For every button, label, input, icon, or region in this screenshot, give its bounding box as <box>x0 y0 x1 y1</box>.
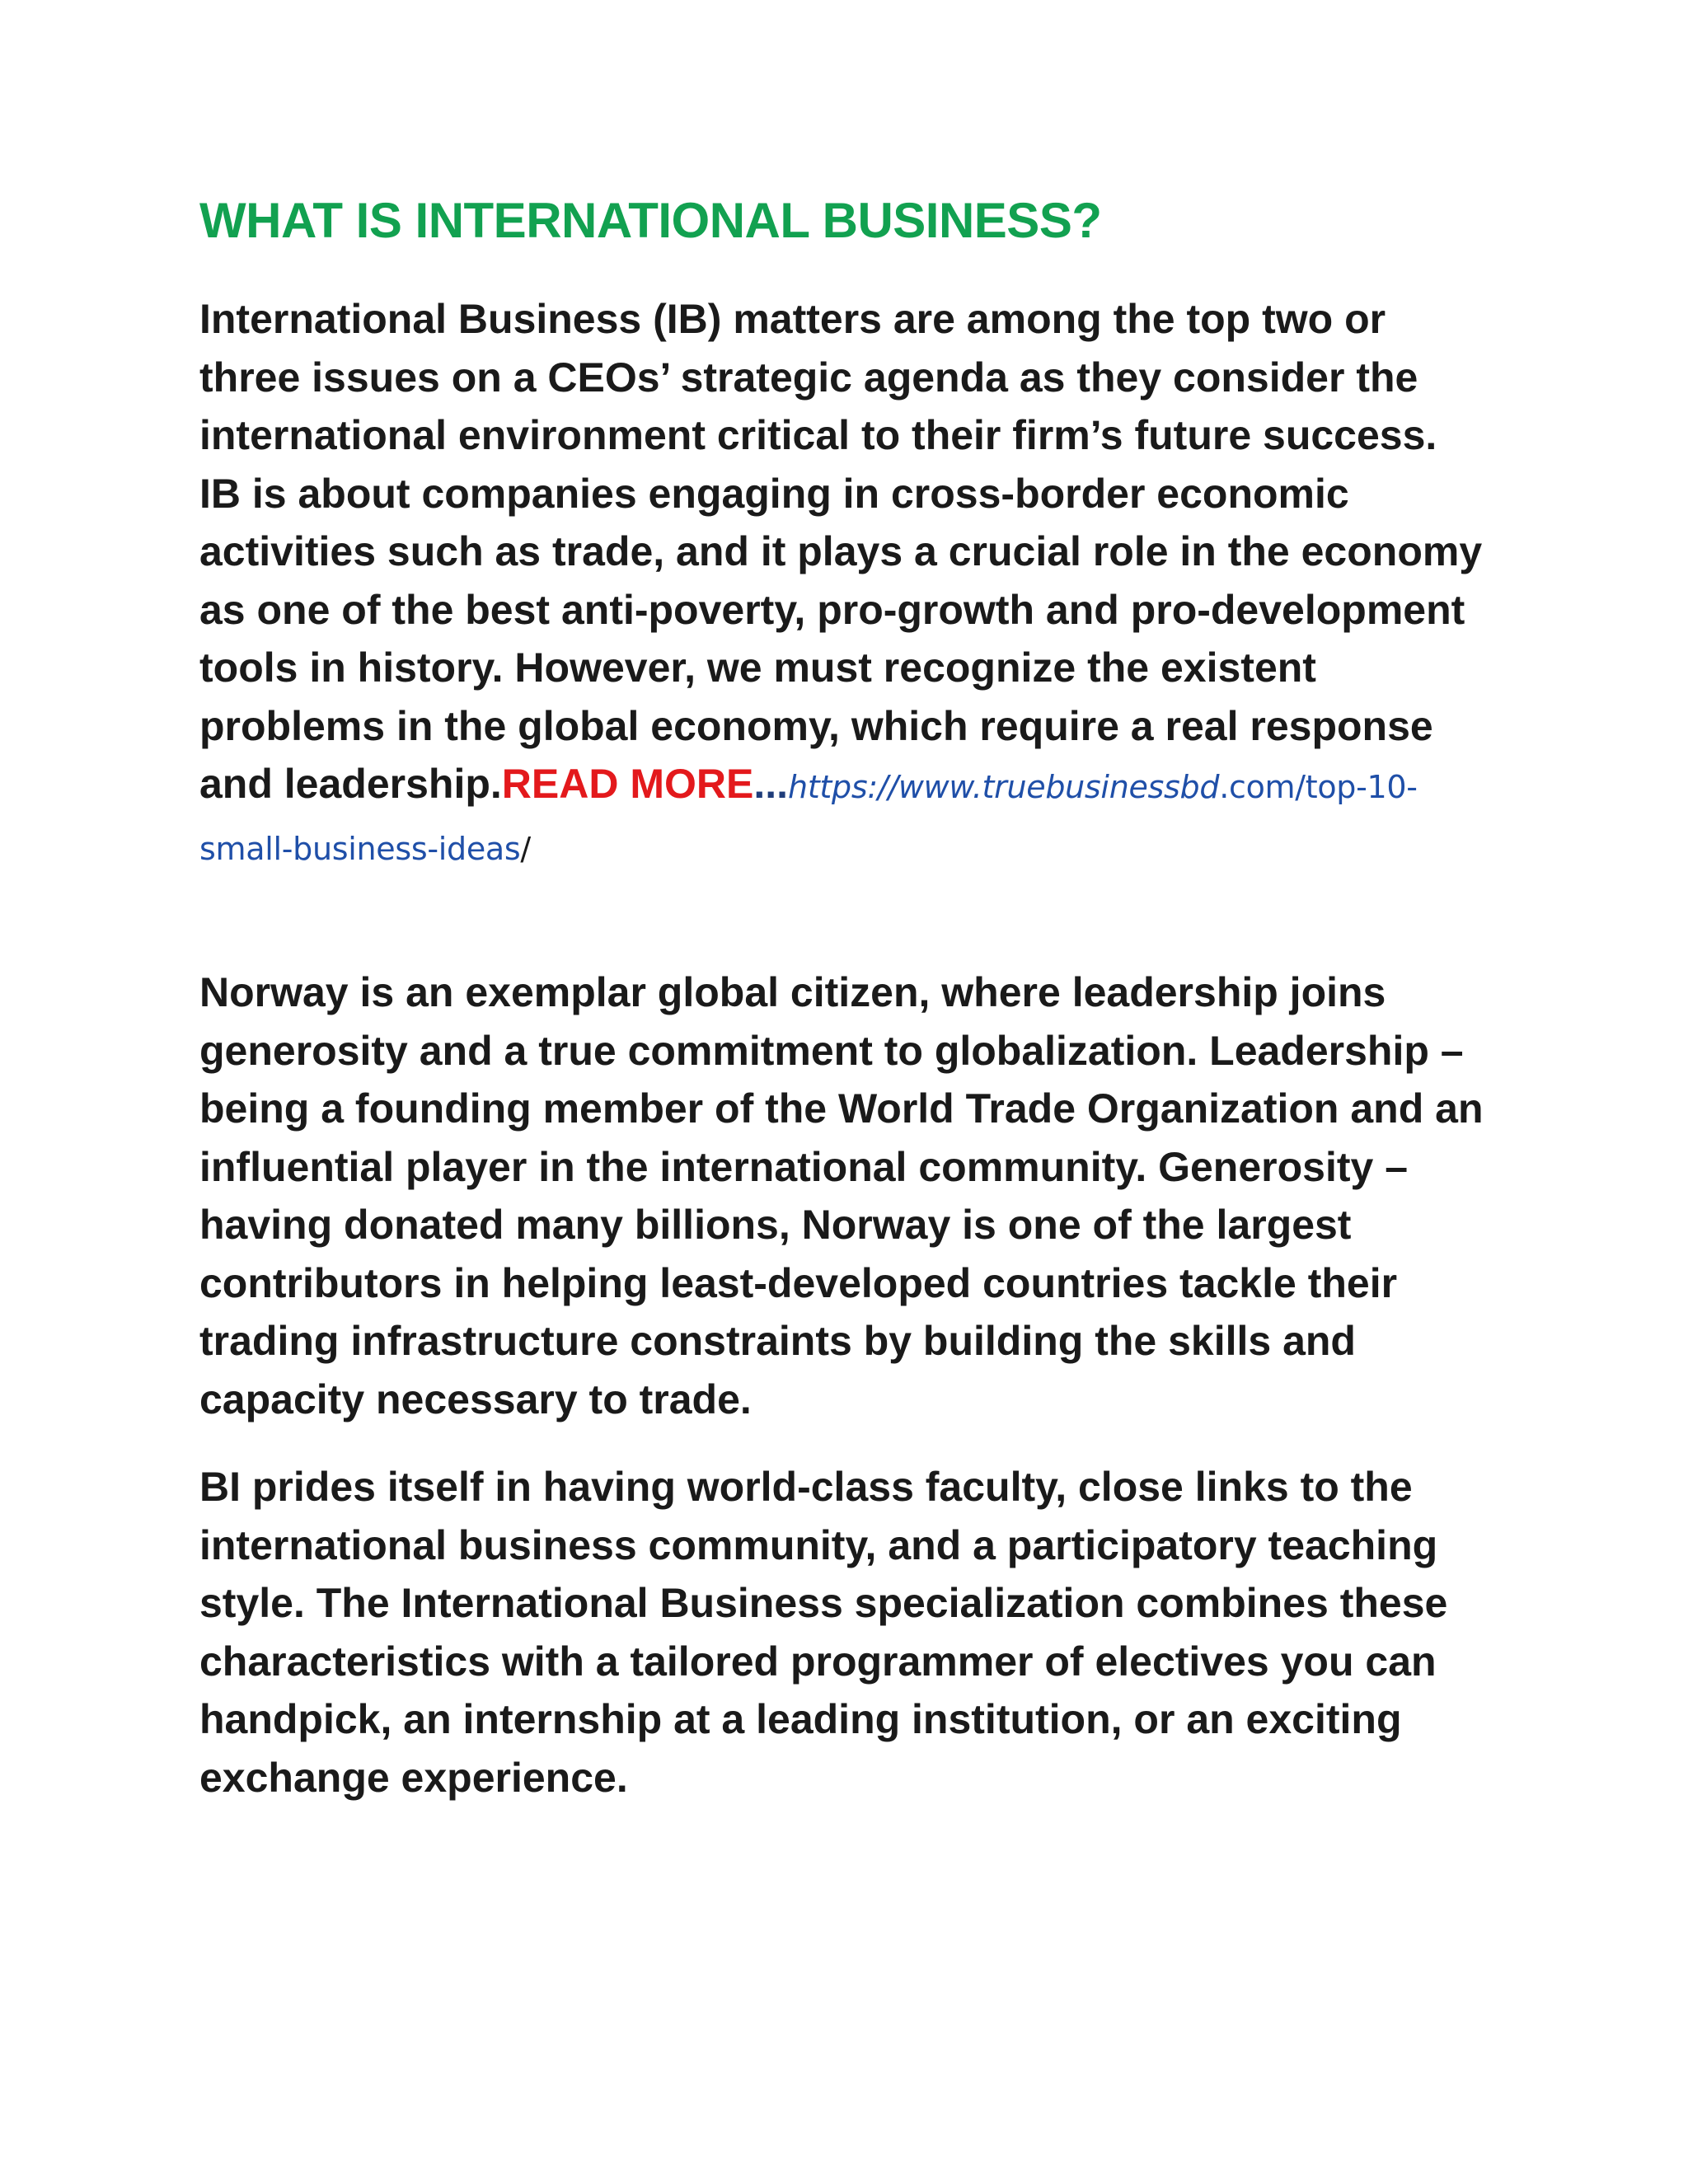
page-title: WHAT IS INTERNATIONAL BUSINESS? <box>199 193 1102 248</box>
article-link-domain[interactable]: https://www.truebusinessbd <box>788 769 1220 805</box>
paragraph-intro <box>199 290 1485 878</box>
article-link-path[interactable]: .com/top-10-small-business-ideas <box>199 769 1418 867</box>
article-link-trailing-slash: / <box>520 830 532 867</box>
read-more-ellipsis: ... <box>753 761 789 807</box>
paragraph-norway: Norway is an exemplar global citizen, where leadership joins generosity and a true commitment to globalization. Leadership – being a founding member of the World Trade Organization and an influential player in the international community. Generosity – having donated many billions, Norway is one of the largest contributors in helping least-developed countries tackle their trading infrastructure constraints by building the skills and capacity necessary to trade. <box>199 969 1484 1422</box>
paragraph-intro-text: International Business (IB) matters are among the top two or three issues on a CEOs’ strategic agenda as they consider the international environment critical to their firm’s future success. IB is about companies engaging in cross-border economic activities such as trade, and it plays a crucial role in the economy as one of the best anti-poverty, pro-growth and pro-development tools in history. However, we must recognize the existent problems in the global economy, which require a real response and leadership. <box>199 296 1483 807</box>
paragraph-bi: BI prides itself in having world-class faculty, close links to the international business community, and a participatory teaching style. The International Business specialization combines these characteristics with a tailored programmer of electives you can handpick, an internship at a leading institution, or an exciting exchange experience. <box>199 1464 1448 1801</box>
document-body <box>199 188 1485 1807</box>
read-more-label[interactable]: READ MORE <box>501 761 754 807</box>
